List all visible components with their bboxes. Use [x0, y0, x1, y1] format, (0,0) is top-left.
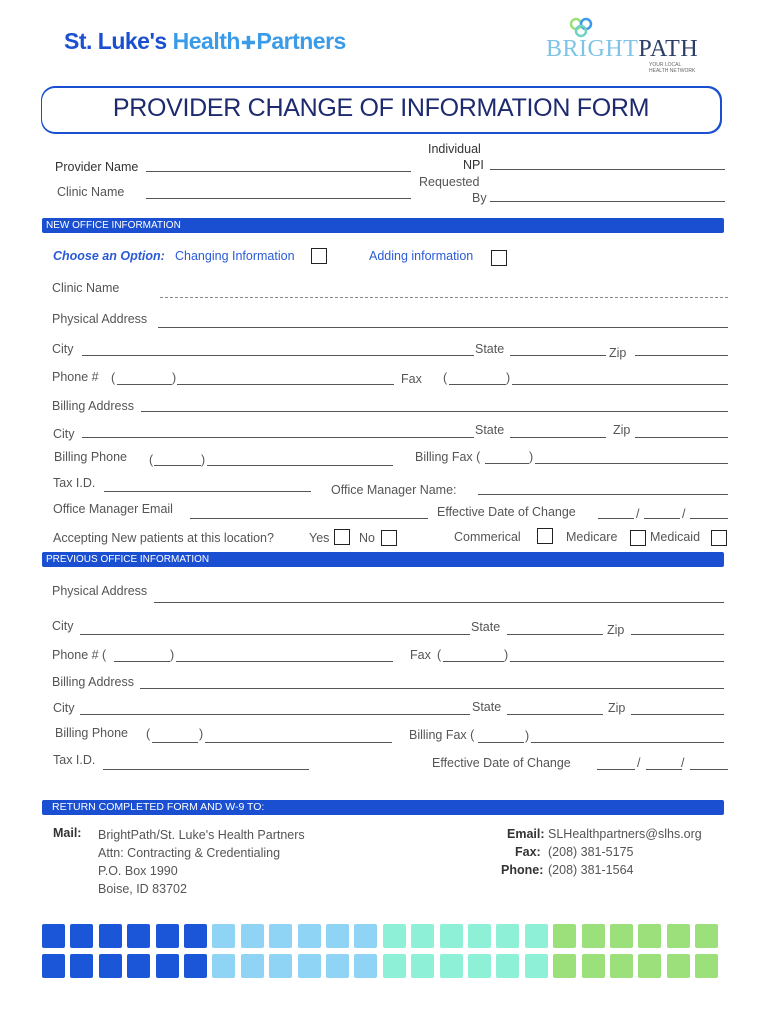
prev-fax-paren-close: ): [504, 648, 509, 662]
new-billing-city-label: City: [53, 427, 75, 441]
prev-physical-address-field[interactable]: [154, 602, 724, 603]
logo-st-lukes-text: St. Luke's: [64, 28, 173, 54]
prev-zip-label: Zip: [607, 623, 625, 637]
email-value[interactable]: SLHealthpartners@slhs.org: [548, 827, 702, 841]
accepting-no-label: No: [359, 531, 375, 545]
accepting-yes-checkbox[interactable]: [334, 529, 350, 545]
footer-tile: [610, 954, 633, 978]
requested-by-label-2: By: [472, 191, 487, 205]
prev-fax-number-field[interactable]: [510, 661, 724, 662]
new-effective-date-year-field[interactable]: [690, 518, 728, 519]
changing-information-checkbox[interactable]: [311, 248, 327, 264]
footer-tile: [70, 954, 93, 978]
requested-by-field[interactable]: [490, 201, 725, 202]
footer-tile: [468, 954, 491, 978]
new-billing-fax-number-field[interactable]: [535, 463, 728, 464]
accepting-yes-label: Yes: [309, 531, 330, 545]
prev-effective-date-slash-2: /: [681, 756, 685, 770]
footer-tile: [99, 954, 122, 978]
prev-zip-field[interactable]: [631, 634, 724, 635]
prev-effective-date-slash-1: /: [637, 756, 641, 770]
email-label: Email:: [507, 827, 545, 841]
prev-phone-area-field[interactable]: [114, 661, 170, 662]
commercial-checkbox[interactable]: [537, 528, 553, 544]
new-fax-paren-open: (: [443, 371, 448, 385]
prev-tax-id-field[interactable]: [103, 769, 309, 770]
mail-line-1: BrightPath/St. Luke's Health Partners: [98, 828, 305, 842]
new-effective-date-day-field[interactable]: [644, 518, 680, 519]
new-phone-label: Phone #: [52, 370, 99, 384]
footer-tile: [156, 954, 179, 978]
office-manager-name-field[interactable]: [478, 494, 728, 495]
mail-line-3: P.O. Box 1990: [98, 864, 178, 878]
adding-information-label: Adding information: [369, 249, 474, 263]
commercial-label: Commerical: [454, 530, 521, 544]
return-heading-text: RETURN COMPLETED FORM AND W-9 TO:: [52, 801, 265, 813]
adding-information-checkbox[interactable]: [491, 250, 507, 266]
new-phone-paren-close: ): [172, 371, 177, 385]
new-billing-fax-label: Billing Fax (: [415, 450, 481, 464]
logo-cross-icon: ✚: [240, 33, 256, 53]
footer-tile: [496, 954, 519, 978]
logo-tagline-1: YOUR LOCAL: [649, 62, 682, 68]
footer-tile: [212, 924, 235, 948]
choose-option-label: Choose an Option:: [53, 249, 165, 263]
new-billing-fax-area-field[interactable]: [485, 463, 529, 464]
new-city-field[interactable]: [82, 355, 474, 356]
footer-tile: [212, 954, 235, 978]
footer-tile: [440, 924, 463, 948]
medicaid-label: Medicaid: [650, 530, 701, 544]
footer-tile: [610, 924, 633, 948]
new-state-label: State: [475, 342, 505, 356]
fax-value: (208) 381-5175: [548, 845, 634, 859]
prev-phone-number-field[interactable]: [176, 661, 393, 662]
footer-tile: [127, 954, 150, 978]
new-fax-label: Fax: [401, 372, 422, 386]
footer-tile: [667, 954, 690, 978]
footer-tile: [99, 924, 122, 948]
phone-label: Phone:: [501, 863, 544, 877]
logo-path-text: PATH: [638, 36, 699, 62]
office-manager-email-label: Office Manager Email: [53, 502, 173, 516]
new-tax-id-label: Tax I.D.: [53, 476, 96, 490]
new-clinic-name-field[interactable]: [160, 297, 728, 298]
clinic-name-field[interactable]: [146, 198, 411, 199]
new-phone-area-field[interactable]: [117, 384, 172, 385]
prev-billing-address-label: Billing Address: [52, 675, 134, 689]
footer-tile: [383, 924, 406, 948]
brightpath-logo: [540, 16, 720, 76]
prev-effective-date-label: Effective Date of Change: [432, 756, 571, 770]
footer-tile: [695, 954, 718, 978]
new-billing-city-field[interactable]: [82, 437, 474, 438]
footer-tile: [383, 954, 406, 978]
prev-tax-id-label: Tax I.D.: [53, 753, 96, 767]
prev-phone-paren-close: ): [170, 648, 175, 662]
footer-tile: [354, 924, 377, 948]
mail-label: Mail:: [53, 826, 82, 840]
office-manager-email-field[interactable]: [190, 518, 428, 519]
mail-line-4: Boise, ID 83702: [98, 882, 187, 896]
footer-tile: [411, 954, 434, 978]
footer-tile: [667, 924, 690, 948]
new-billing-phone-number-field[interactable]: [207, 465, 393, 466]
new-phone-paren-open: (: [111, 371, 116, 385]
new-billing-state-field[interactable]: [510, 437, 606, 438]
prev-effective-date-year-field[interactable]: [690, 769, 728, 770]
new-billing-zip-field[interactable]: [635, 437, 728, 438]
footer-tile: [326, 954, 349, 978]
footer-tile: [326, 924, 349, 948]
footer-tile: [468, 924, 491, 948]
mail-address-block: [98, 826, 305, 898]
medicare-checkbox[interactable]: [630, 530, 646, 546]
prev-city-field[interactable]: [80, 634, 470, 635]
footer-tile: [269, 954, 292, 978]
prev-fax-paren-open: (: [437, 648, 442, 662]
logo-partners-text: Partners: [256, 28, 346, 54]
new-tax-id-field[interactable]: [104, 491, 311, 492]
changing-information-label: Changing Information: [175, 249, 295, 263]
footer-tile: [582, 954, 605, 978]
new-zip-label: Zip: [609, 346, 627, 360]
brightpath-rings-icon: [568, 16, 608, 38]
medicaid-checkbox[interactable]: [711, 530, 727, 546]
new-billing-fax-paren-close: ): [529, 450, 534, 464]
prev-effective-date-day-field[interactable]: [646, 769, 682, 770]
new-billing-address-label: Billing Address: [52, 399, 134, 413]
footer-tile: [525, 924, 548, 948]
prev-billing-zip-field[interactable]: [631, 714, 724, 715]
new-effective-date-label: Effective Date of Change: [437, 505, 576, 519]
footer-tile: [411, 924, 434, 948]
footer-tile: [127, 924, 150, 948]
new-fax-area-field[interactable]: [449, 384, 506, 385]
new-office-heading: NEW OFFICE INFORMATION: [42, 218, 724, 233]
accepting-patients-label: Accepting New patients at this location?: [53, 531, 274, 545]
prev-effective-date-month-field[interactable]: [597, 769, 635, 770]
new-billing-phone-paren-open: (: [149, 453, 154, 467]
footer-tile: [42, 954, 65, 978]
new-fax-number-field[interactable]: [512, 384, 728, 385]
prev-billing-state-label: State: [472, 700, 502, 714]
individual-npi-label-2: NPI: [463, 158, 484, 172]
provider-name-label: Provider Name: [55, 160, 139, 174]
individual-npi-label-1: Individual: [428, 142, 481, 156]
new-effective-date-slash-2: /: [682, 507, 686, 521]
prev-fax-area-field[interactable]: [443, 661, 504, 662]
new-effective-date-month-field[interactable]: [598, 518, 634, 519]
footer-tile: [638, 954, 661, 978]
prev-billing-phone-number-field[interactable]: [205, 742, 392, 743]
logo-bright-text: BRIGHT: [546, 36, 639, 62]
prev-city-label: City: [52, 619, 74, 633]
logo-tagline-2: HEALTH NETWORK: [649, 68, 696, 74]
prev-phone-label: Phone # (: [52, 648, 107, 662]
prev-physical-address-label: Physical Address: [52, 584, 148, 598]
footer-tile: [269, 924, 292, 948]
footer-tile: [70, 924, 93, 948]
phone-value: (208) 381-1564: [548, 863, 634, 877]
prev-state-label: State: [471, 620, 501, 634]
footer-tile: [184, 954, 207, 978]
new-phone-number-field[interactable]: [177, 384, 394, 385]
prev-billing-address-field[interactable]: [140, 688, 724, 689]
prev-billing-phone-area-field[interactable]: [152, 742, 198, 743]
accepting-no-checkbox[interactable]: [381, 530, 397, 546]
footer-tile: [496, 924, 519, 948]
office-manager-name-label: Office Manager Name:: [331, 483, 457, 497]
new-billing-phone-label: Billing Phone: [54, 450, 127, 464]
new-city-label: City: [52, 342, 74, 356]
prev-billing-fax-area-field[interactable]: [478, 742, 524, 743]
form-title: PROVIDER CHANGE OF INFORMATION FORM: [112, 94, 650, 122]
previous-office-heading: PREVIOUS OFFICE INFORMATION: [42, 552, 724, 567]
st-lukes-logo: [64, 28, 346, 55]
new-fax-paren-close: ): [506, 371, 511, 385]
prev-billing-phone-paren-close: ): [199, 727, 204, 741]
footer-tile: [298, 924, 321, 948]
prev-fax-label: Fax: [410, 648, 431, 662]
return-heading: [42, 800, 724, 815]
fax-label: Fax:: [515, 845, 541, 859]
footer-tile: [638, 924, 661, 948]
prev-billing-fax-number-field[interactable]: [531, 742, 724, 743]
prev-billing-city-label: City: [53, 701, 75, 715]
footer-tile: [298, 954, 321, 978]
prev-billing-phone-label: Billing Phone: [55, 726, 128, 740]
prev-state-field[interactable]: [507, 634, 603, 635]
footer-tile: [553, 924, 576, 948]
prev-billing-fax-label: Billing Fax (: [409, 728, 475, 742]
new-billing-state-label: State: [475, 423, 505, 437]
new-zip-field[interactable]: [635, 355, 728, 356]
new-billing-zip-label: Zip: [613, 423, 631, 437]
footer-tile: [156, 924, 179, 948]
prev-billing-fax-paren-close: ): [525, 729, 530, 743]
prev-billing-phone-paren-open: (: [146, 727, 151, 741]
new-billing-phone-area-field[interactable]: [154, 465, 201, 466]
provider-name-field[interactable]: [146, 171, 411, 172]
medicare-label: Medicare: [566, 530, 618, 544]
footer-tile: [241, 924, 264, 948]
individual-npi-field[interactable]: [490, 169, 725, 170]
new-billing-phone-paren-close: ): [201, 453, 206, 467]
prev-billing-zip-label: Zip: [608, 701, 626, 715]
new-physical-address-label: Physical Address: [52, 312, 148, 326]
footer-tile: [695, 924, 718, 948]
prev-billing-state-field[interactable]: [507, 714, 603, 715]
footer-tile: [354, 954, 377, 978]
clinic-name-label: Clinic Name: [57, 185, 125, 199]
requested-by-label-1: Requested: [419, 175, 480, 189]
new-billing-address-field[interactable]: [141, 411, 728, 412]
logo-health-text: Health: [172, 28, 240, 54]
mail-line-2: Attn: Contracting & Credentialing: [98, 846, 281, 860]
new-state-field[interactable]: [510, 355, 606, 356]
prev-billing-city-field[interactable]: [80, 714, 470, 715]
new-effective-date-slash-1: /: [636, 507, 640, 521]
footer-tile: [525, 954, 548, 978]
footer-tile: [553, 954, 576, 978]
new-physical-address-field[interactable]: [158, 327, 728, 328]
footer-tile: [241, 954, 264, 978]
footer-tile: [42, 924, 65, 948]
footer-tile: [582, 924, 605, 948]
footer-tile: [440, 954, 463, 978]
footer-tile: [184, 924, 207, 948]
new-clinic-name-label: Clinic Name: [52, 281, 120, 295]
